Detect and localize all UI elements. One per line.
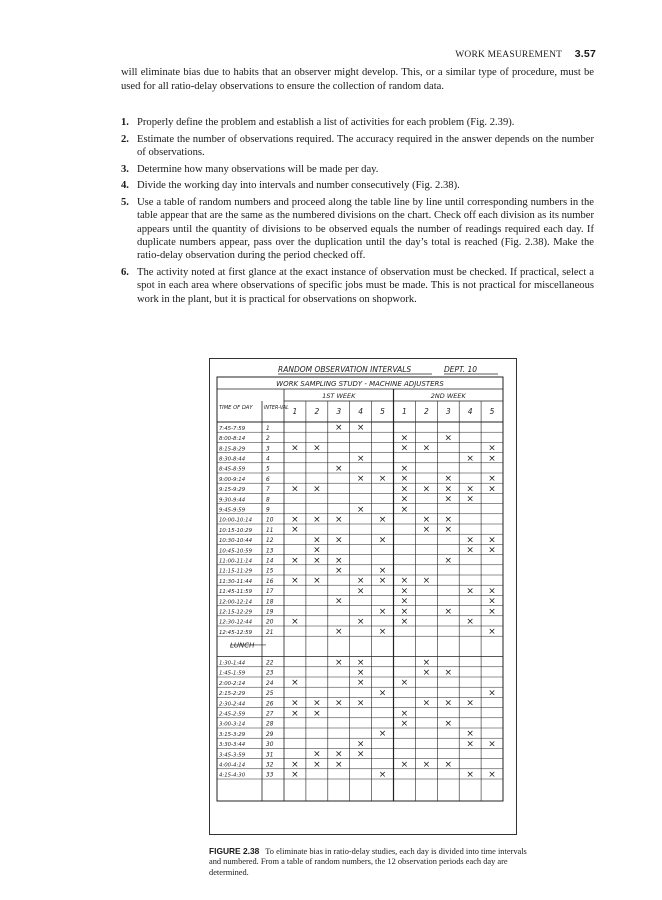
observation-check-mark: ×: [422, 515, 431, 525]
step-number: 5.: [121, 196, 129, 208]
observation-check-mark: ×: [444, 719, 453, 729]
observation-check-mark: ×: [378, 770, 387, 780]
observation-check-mark: ×: [313, 759, 321, 770]
row-time-label: 7:45-7:59: [219, 425, 246, 432]
observation-check-mark: ×: [488, 443, 496, 454]
observation-check-mark: ×: [488, 545, 496, 556]
observation-check-mark: ×: [291, 515, 299, 525]
row-time-label: 12:45-12:59: [219, 629, 253, 636]
row-time-label: 4:00-4:14: [219, 762, 246, 769]
row-interval-number: 30: [266, 742, 274, 749]
interval-column-header: INTER-VAL: [264, 406, 289, 411]
observation-check-mark: ×: [334, 698, 343, 709]
observation-check-mark: ×: [444, 525, 453, 536]
observation-check-mark: ×: [400, 576, 409, 587]
observation-check-mark: ×: [400, 759, 409, 770]
observation-check-mark: ×: [400, 484, 409, 495]
row-time-label: 12:00-12:14: [219, 599, 253, 606]
observation-check-mark: ×: [400, 708, 409, 719]
observation-check-mark: ×: [422, 525, 431, 536]
observation-check-mark: ×: [400, 474, 409, 485]
observation-check-mark: ×: [400, 433, 409, 444]
row-interval-number: 20: [266, 619, 274, 626]
observation-check-mark: ×: [400, 678, 409, 689]
row-interval-number: 29: [266, 731, 274, 738]
observation-check-mark: ×: [400, 719, 409, 729]
row-time-label: 9:15-9:29: [219, 487, 246, 494]
observation-check-mark: ×: [313, 576, 321, 587]
row-time-label: 1:45-1:59: [219, 670, 246, 677]
row-time-label: 10:00-10:14: [219, 517, 253, 524]
row-interval-number: 9: [266, 507, 270, 514]
observation-check-mark: ×: [334, 749, 343, 760]
figure-caption-label: FIGURE 2.38: [209, 846, 260, 856]
row-interval-number: 6: [266, 476, 270, 483]
observation-check-mark: ×: [488, 596, 496, 607]
observation-check-mark: ×: [466, 545, 474, 556]
row-time-label: 8:15-8:29: [219, 446, 246, 453]
observation-check-mark: ×: [444, 698, 453, 709]
observation-check-mark: ×: [444, 515, 453, 525]
observation-check-mark: ×: [291, 678, 299, 689]
row-interval-number: 19: [266, 609, 274, 616]
observation-check-mark: ×: [378, 535, 387, 546]
observation-check-mark: ×: [488, 484, 496, 495]
row-interval-number: 14: [266, 558, 274, 565]
step-number: 2.: [121, 133, 129, 145]
row-time-label: 8:30-8:44: [219, 456, 246, 463]
observation-check-mark: ×: [313, 708, 321, 719]
step-item: [121, 196, 594, 263]
step-item: [121, 179, 594, 192]
observation-check-mark: ×: [466, 729, 474, 740]
row-time-label: 11:30-11:44: [219, 578, 253, 585]
step-item: [121, 163, 594, 176]
row-interval-number: 21: [266, 629, 274, 636]
observation-check-mark: ×: [378, 606, 387, 617]
step-text: Properly define the problem and establish a list of activities for each problem (Fig. 2.39).: [137, 117, 515, 128]
row-interval-number: 26: [266, 701, 274, 708]
row-time-label: 2:45-2:59: [219, 711, 246, 718]
observation-check-mark: ×: [356, 749, 365, 760]
observation-check-mark: ×: [334, 515, 343, 525]
row-interval-number: 3: [266, 446, 270, 453]
observation-check-mark: ×: [291, 555, 299, 566]
observation-check-mark: ×: [422, 668, 431, 678]
intro-paragraph: will eliminate bias due to habits that an observer might develop. This, or a similar type of procedure, must be used for all ratio-delay observations to ensure the collection of random data.: [121, 67, 594, 92]
row-time-label: 2:00-2:14: [219, 680, 246, 687]
observation-check-mark: ×: [488, 688, 496, 699]
observation-check-mark: ×: [334, 423, 343, 434]
row-time-label: 10:15-10:29: [219, 527, 253, 534]
observation-check-mark: ×: [313, 555, 321, 566]
row-interval-number: 13: [266, 548, 274, 555]
observation-check-mark: ×: [378, 515, 387, 525]
observation-check-mark: ×: [291, 770, 299, 780]
observation-check-mark: ×: [313, 443, 321, 454]
observation-check-mark: ×: [378, 627, 387, 638]
observation-check-mark: ×: [334, 627, 343, 638]
step-text: Determine how many observations will be made per day.: [137, 163, 379, 175]
row-interval-number: 4: [266, 456, 270, 463]
observation-check-mark: ×: [313, 515, 321, 525]
observation-check-mark: ×: [334, 566, 343, 576]
observation-check-mark: ×: [400, 494, 409, 505]
week-2-label: 2ND WEEK: [430, 392, 466, 400]
observation-check-mark: ×: [466, 586, 474, 597]
observation-check-mark: ×: [291, 708, 299, 719]
day-number-label: 3: [445, 407, 451, 416]
day-number-label: 4: [467, 407, 473, 416]
observation-check-mark: ×: [356, 586, 365, 597]
row-time-label: 1:30-1:44: [219, 660, 246, 667]
row-interval-number: 11: [266, 527, 274, 534]
row-interval-number: 18: [266, 599, 274, 606]
row-interval-number: 27: [266, 711, 274, 718]
observation-check-mark: ×: [313, 545, 321, 556]
observation-check-mark: ×: [356, 739, 365, 750]
observation-check-mark: ×: [378, 474, 387, 485]
day-number-label: 1: [292, 407, 298, 416]
day-number-label: 4: [358, 407, 364, 416]
observation-check-mark: ×: [378, 566, 387, 576]
row-interval-number: 32: [266, 762, 274, 769]
chart-title: RANDOM OBSERVATION INTERVALS: [278, 365, 412, 374]
day-number-label: 5: [380, 407, 385, 416]
observation-check-mark: ×: [378, 576, 387, 587]
day-number-label: 5: [489, 407, 495, 416]
observation-check-mark: ×: [488, 627, 496, 638]
observation-check-mark: ×: [313, 698, 321, 709]
figure-2-38: [209, 358, 517, 835]
observation-check-mark: ×: [334, 759, 343, 770]
observation-check-mark: ×: [466, 770, 474, 780]
figure-caption-text: To eliminate bias in ratio-delay studies, each day is divided into time intervals and numbered. From a table of random numbers, the 12 observation periods each day are determined.: [209, 847, 527, 877]
observation-check-mark: ×: [488, 535, 496, 546]
row-interval-number: 23: [266, 670, 274, 677]
observation-check-mark: ×: [444, 494, 453, 505]
step-text: Divide the working day into intervals and number consecutively (Fig. 2.38).: [137, 180, 460, 192]
step-text: The activity noted at first glance at the exact instance of observation must be checked. If practical, select a spot in each area where observations of specific jobs must be made. This is not practical for miscellaneous work in the plant, but it is practical for observations on shopwork.: [137, 267, 594, 305]
observation-check-mark: ×: [356, 453, 365, 464]
row-time-label: 8:45-8:59: [219, 466, 246, 473]
observation-check-mark: ×: [291, 443, 299, 454]
observation-check-mark: ×: [356, 617, 365, 627]
row-interval-number: 16: [266, 578, 274, 585]
observation-check-mark: ×: [400, 617, 409, 627]
step-number: 3.: [121, 163, 129, 175]
row-time-label: 3:00-3:14: [219, 721, 246, 728]
observation-check-mark: ×: [400, 504, 409, 515]
observation-check-mark: ×: [488, 606, 496, 617]
observation-check-mark: ×: [466, 739, 474, 750]
observation-check-mark: ×: [356, 504, 365, 515]
day-number-label: 3: [336, 407, 342, 416]
row-time-label: 2:30-2:44: [219, 701, 246, 708]
observation-check-mark: ×: [400, 443, 409, 454]
day-number-label: 2: [423, 407, 429, 416]
observation-check-mark: ×: [291, 617, 299, 627]
row-interval-number: 2: [266, 436, 270, 443]
row-interval-number: 25: [266, 691, 274, 698]
row-interval-number: 8: [266, 497, 270, 504]
figure-caption: [209, 846, 529, 878]
observation-check-mark: ×: [313, 484, 321, 495]
step-number: 1.: [121, 117, 129, 128]
row-interval-number: 10: [266, 517, 274, 524]
day-number-label: 2: [314, 407, 320, 416]
row-time-label: 3:30-3:44: [219, 742, 246, 749]
observation-check-mark: ×: [334, 464, 343, 474]
row-time-label: 11:15-11:29: [219, 568, 253, 575]
step-number: 6.: [121, 267, 129, 278]
observation-check-mark: ×: [400, 606, 409, 617]
lunch-label: LUNCH: [230, 641, 255, 650]
observation-check-mark: ×: [444, 606, 453, 617]
running-header-section: WORK MEASUREMENT: [455, 50, 563, 60]
observation-check-mark: ×: [400, 464, 409, 474]
row-interval-number: 15: [266, 568, 274, 575]
step-item: [121, 266, 594, 306]
observation-check-mark: ×: [444, 484, 453, 495]
row-time-label: 12:30-12:44: [219, 619, 253, 626]
chart-dept-label: DEPT. 10: [444, 365, 478, 374]
running-header: [455, 48, 596, 60]
row-interval-number: 24: [266, 680, 274, 687]
row-time-label: 12:15-12:29: [219, 609, 253, 616]
observation-check-mark: ×: [356, 668, 365, 678]
day-number-label: 1: [402, 407, 407, 416]
observation-check-mark: ×: [378, 729, 387, 740]
observation-check-mark: ×: [422, 698, 431, 709]
row-interval-number: 31: [266, 752, 274, 759]
row-time-label: 3:45-3:59: [219, 752, 246, 759]
observation-check-mark: ×: [356, 474, 365, 485]
row-time-label: 9:00-9:14: [219, 476, 246, 483]
observation-check-mark: ×: [488, 453, 496, 464]
row-time-label: 3:15-3:29: [219, 731, 246, 738]
observation-check-mark: ×: [291, 698, 299, 709]
observation-check-mark: ×: [356, 423, 365, 434]
observation-check-mark: ×: [291, 576, 299, 587]
step-text: Estimate the number of observations required. The accuracy required in the answer depends on the number of observations.: [137, 133, 594, 158]
row-time-label: 10:45-10:59: [219, 548, 253, 555]
observation-check-mark: ×: [356, 698, 365, 709]
row-interval-number: 28: [266, 721, 274, 728]
observation-check-mark: ×: [466, 453, 474, 464]
observation-check-mark: ×: [356, 678, 365, 689]
row-time-label: 2:15-2:29: [219, 691, 246, 698]
row-interval-number: 7: [266, 487, 270, 494]
observation-check-mark: ×: [334, 596, 343, 607]
observation-check-mark: ×: [422, 759, 431, 770]
row-interval-number: 5: [266, 466, 270, 473]
step-item: [121, 116, 594, 129]
row-time-label: 10:30-10:44: [219, 538, 253, 545]
step-text: Use a table of random numbers and proceed along the table line by line until corresponding numbers in the table appear that are the same as the numbered divisions on the chart. Check off each division as its number appears until the quantity of divisions to be observed equals the number of readings required each day. If duplicate numbers appear, pass over the duplication until the day’s total is reached (Fig. 2.38). Make the ratio-delay observation during the period checked off.: [137, 196, 594, 262]
step-number: 4.: [121, 180, 129, 192]
observation-check-mark: ×: [444, 555, 453, 566]
observation-interval-chart: [210, 359, 516, 834]
observation-check-mark: ×: [422, 576, 431, 587]
observation-check-mark: ×: [444, 433, 453, 444]
row-time-label: 11:00-11:14: [219, 558, 253, 565]
chart-subtitle: WORK SAMPLING STUDY - MACHINE ADJUSTERS: [276, 380, 444, 388]
row-time-label: 4:15-4:30: [219, 772, 246, 779]
observation-check-mark: ×: [378, 688, 387, 699]
observation-check-mark: ×: [466, 484, 474, 495]
step-item: [121, 133, 594, 160]
row-interval-number: 17: [266, 589, 274, 596]
observation-check-mark: ×: [488, 586, 496, 597]
week-1-label: 1ST WEEK: [322, 392, 356, 400]
observation-check-mark: ×: [466, 494, 474, 505]
observation-check-mark: ×: [466, 698, 474, 709]
row-interval-number: 12: [266, 538, 274, 545]
row-interval-number: 22: [266, 660, 274, 667]
observation-check-mark: ×: [466, 535, 474, 546]
observation-check-mark: ×: [400, 596, 409, 607]
observation-check-mark: ×: [334, 535, 343, 546]
time-column-header: TIME OF DAY: [219, 405, 253, 411]
observation-check-mark: ×: [444, 759, 453, 770]
observation-check-mark: ×: [488, 474, 496, 485]
observation-check-mark: ×: [488, 770, 496, 780]
observation-check-mark: ×: [313, 535, 321, 546]
observation-check-mark: ×: [422, 484, 431, 495]
observation-check-mark: ×: [444, 474, 453, 485]
observation-check-mark: ×: [400, 586, 409, 597]
row-time-label: 11:45-11:59: [219, 589, 253, 596]
row-time-label: 9:30-9:44: [219, 497, 246, 504]
observation-check-mark: ×: [466, 617, 474, 627]
row-interval-number: 1: [266, 425, 270, 432]
observation-check-mark: ×: [334, 555, 343, 566]
observation-check-mark: ×: [488, 739, 496, 750]
observation-check-mark: ×: [291, 759, 299, 770]
observation-check-mark: ×: [356, 576, 365, 587]
observation-check-mark: ×: [422, 657, 431, 668]
observation-check-mark: ×: [422, 443, 431, 454]
procedure-steps: [121, 116, 594, 309]
row-time-label: 9:45-9:59: [219, 507, 246, 514]
observation-check-mark: ×: [291, 484, 299, 495]
observation-check-mark: ×: [444, 668, 453, 678]
page-number: 3.57: [574, 48, 596, 60]
observation-check-mark: ×: [291, 525, 299, 536]
observation-check-mark: ×: [313, 749, 321, 760]
row-time-label: 8:00-8:14: [219, 436, 246, 443]
observation-check-mark: ×: [334, 657, 343, 668]
observation-check-mark: ×: [356, 657, 365, 668]
row-interval-number: 33: [266, 772, 274, 779]
